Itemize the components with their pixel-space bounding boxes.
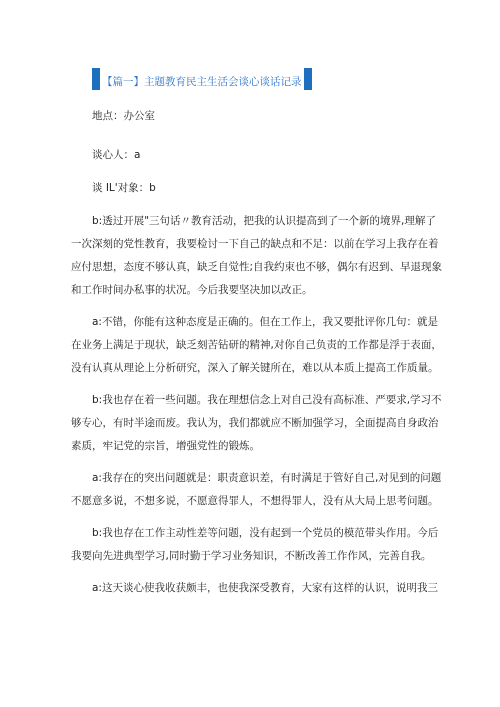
paragraph-1-line-2: 一次深刻的党性教育，我要检讨一下自己的缺点和不足：以前在学习上我存在着 [71,238,439,250]
title-left-bar [92,68,100,90]
document-title-row [92,68,312,90]
paragraph-1-line-4: 和工作时间办私事的状况。今后我要坚决加以改正。 [71,284,313,296]
location-line: 地点：办公室 [92,110,155,122]
paragraph-6-line-1: a:这天谈心使我收获颇丰，也使我深受教育，大家有这样的认识，说明我三 [92,582,438,594]
paragraph-3-line-3: 素质，牢记党的宗旨，增强党性的锻炼。 [71,440,260,452]
paragraph-5-line-2: 我要向先进典型学习,同时勤于学习业务知识，不断改善工作作风，完善自我。 [71,550,432,562]
paragraph-1-line-1: b:透过开展"三句话〃教育活动，把我的认识提高到了一个新的境界,理解了 [92,215,436,227]
paragraph-2-line-1: a:不错，你能有这种态度是正确的。但在工作上，我又要批评你几句：就是 [92,316,438,328]
paragraph-2-line-2: 在业务上满足于现状，缺乏刻苦钻研的精神,对你自己负责的工作都是浮于表面， [71,339,442,351]
speaker-line: 谈心人：a [92,149,141,161]
paragraph-4-line-2: 不愿意多说，不想多说，不愿意得罪人，不想得罪人，没有从大局上思考问题。 [71,495,439,507]
title-right-bar [304,68,312,90]
paragraph-3-line-1: b:我也存在着一些问题。我在理想信念上对自己没有高标准、严要求,学习不 [92,394,442,406]
paragraph-2-line-3: 没有认真从理论上分析研究，深入了解关键所在，难以从本质上提高工作质量。 [71,362,439,374]
document-title: 【篇一】主题教育民主生活会谈心谈话记录 [102,76,302,88]
paragraph-1-line-3: 应付思想，态度不够认真，缺乏自觉性;自我约束也不够，偶尔有迟到、早退现象 [71,261,443,273]
target-line: 谈 IL'对象：b [92,182,156,194]
paragraph-5-line-1: b:我也存在工作主动性差等问题，没有起到一个党员的模范带头作用。今后 [92,527,439,539]
paragraph-4-line-1: a:我存在的突出问题就是：职责意识差，有时满足于管好自己,对见到的问题 [92,472,442,484]
paragraph-3-line-2: 够专心，有时半途而废。我认为，我们都就应不断加强学习，全面提高自身政治 [71,417,439,429]
